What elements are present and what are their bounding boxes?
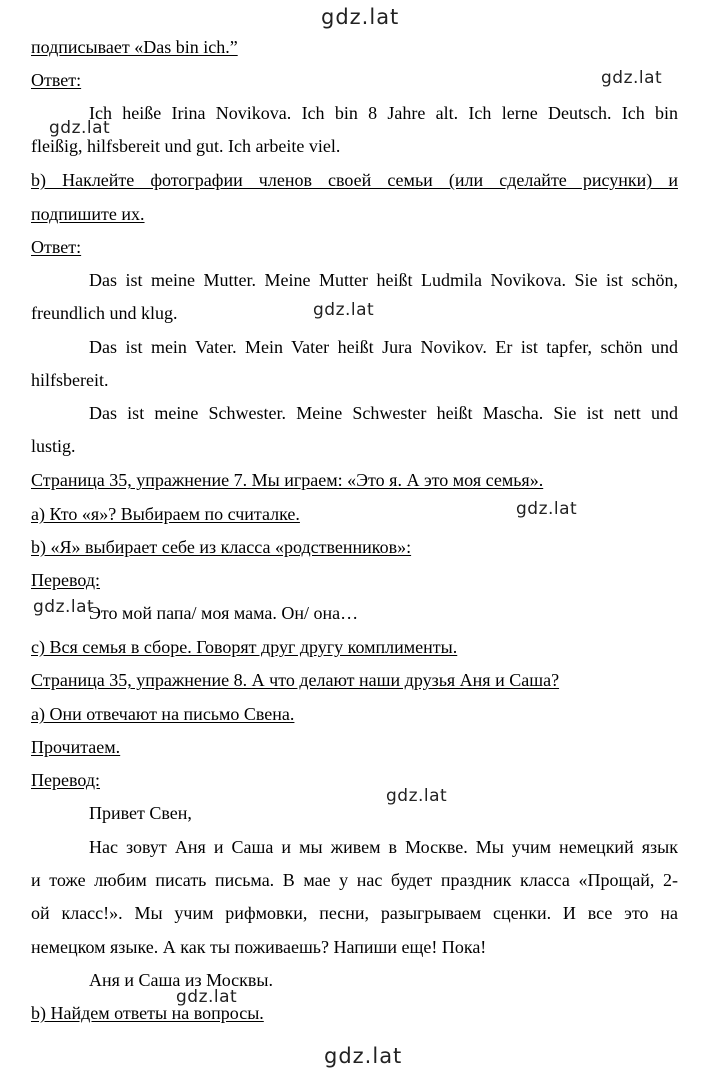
text-line: немецком языке. А как ты поживаешь? Напиши еще! Пока! [31,937,487,957]
text-line: Das ist mein Vater. Mein Vater heißt Jura Novikov. Er ist tapfer, schön und [89,337,678,357]
watermark-top: gdz.lat [321,5,400,29]
translation-label: Перевод: [31,770,100,790]
text-line: hilfsbereit. [31,370,109,390]
letter-greeting: Привет Свен, [89,803,192,823]
text-line: и тоже любим писать письма. В мае у нас будет праздник класса «Прощай, 2- [31,870,678,890]
answer-label: Ответ: [31,237,82,257]
text-line: Ich heiße Irina Novikova. Ich bin 8 Jahre alt. Ich lerne Deutsch. Ich bin [89,103,678,123]
text-line: lustig. [31,436,76,456]
task-line: b) Найдем ответы на вопросы. [31,1003,264,1023]
task-line: a) Кто «я»? Выбираем по считалке. [31,504,300,524]
task-line: подпишите их. [31,204,145,224]
text-line: Das ist meine Schwester. Meine Schwester heißt Mascha. Sie ist nett und [89,403,678,423]
text-line: Нас зовут Аня и Саша и мы живем в Москве. Мы учим немецкий язык [89,837,678,857]
watermark: gdz.lat [516,499,578,519]
text-line: ой класс!». Мы учим рифмовки, песни, разыгрываем сценки. И все это на [31,903,678,923]
task-line: c) Вся семья в сборе. Говорят друг другу комплименты. [31,637,458,657]
watermark: gdz.lat [601,68,663,88]
task-line: Прочитаем. [31,737,121,757]
exercise-heading: Страница 35, упражнение 7. Мы играем: «Это я. А это моя семья». [31,470,544,490]
letter-signature: Аня и Саша из Москвы. [89,970,273,990]
watermark-bottom: gdz.lat [324,1044,403,1068]
watermark: gdz.lat [386,786,448,806]
watermark: gdz.lat [33,597,95,617]
exercise-heading: Страница 35, упражнение 8. А что делают наши друзья Аня и Саша? [31,670,560,690]
text-line-exercise-signature: подписывает «Das bin ich.” [31,37,238,57]
answer-label: Ответ: [31,70,82,90]
watermark: gdz.lat [176,987,238,1007]
watermark: gdz.lat [49,118,111,138]
watermark: gdz.lat [313,300,375,320]
translation-label: Перевод: [31,570,100,590]
text-line: fleißig, hilfsbereit und gut. Ich arbeite viel. [31,136,341,156]
task-line: a) Они отвечают на письмо Свена. [31,704,295,724]
text-line: Это мой папа/ моя мама. Он/ она… [89,603,359,623]
text-line: Das ist meine Mutter. Meine Mutter heißt Ludmila Novikova. Sie ist schön, [89,270,678,290]
task-line: b) Наклейте фотографии членов своей семьи (или сделайте рисунки) и [31,170,678,190]
task-line: b) «Я» выбирает себе из класса «родственников»: [31,537,412,557]
text-line: freundlich und klug. [31,303,178,323]
